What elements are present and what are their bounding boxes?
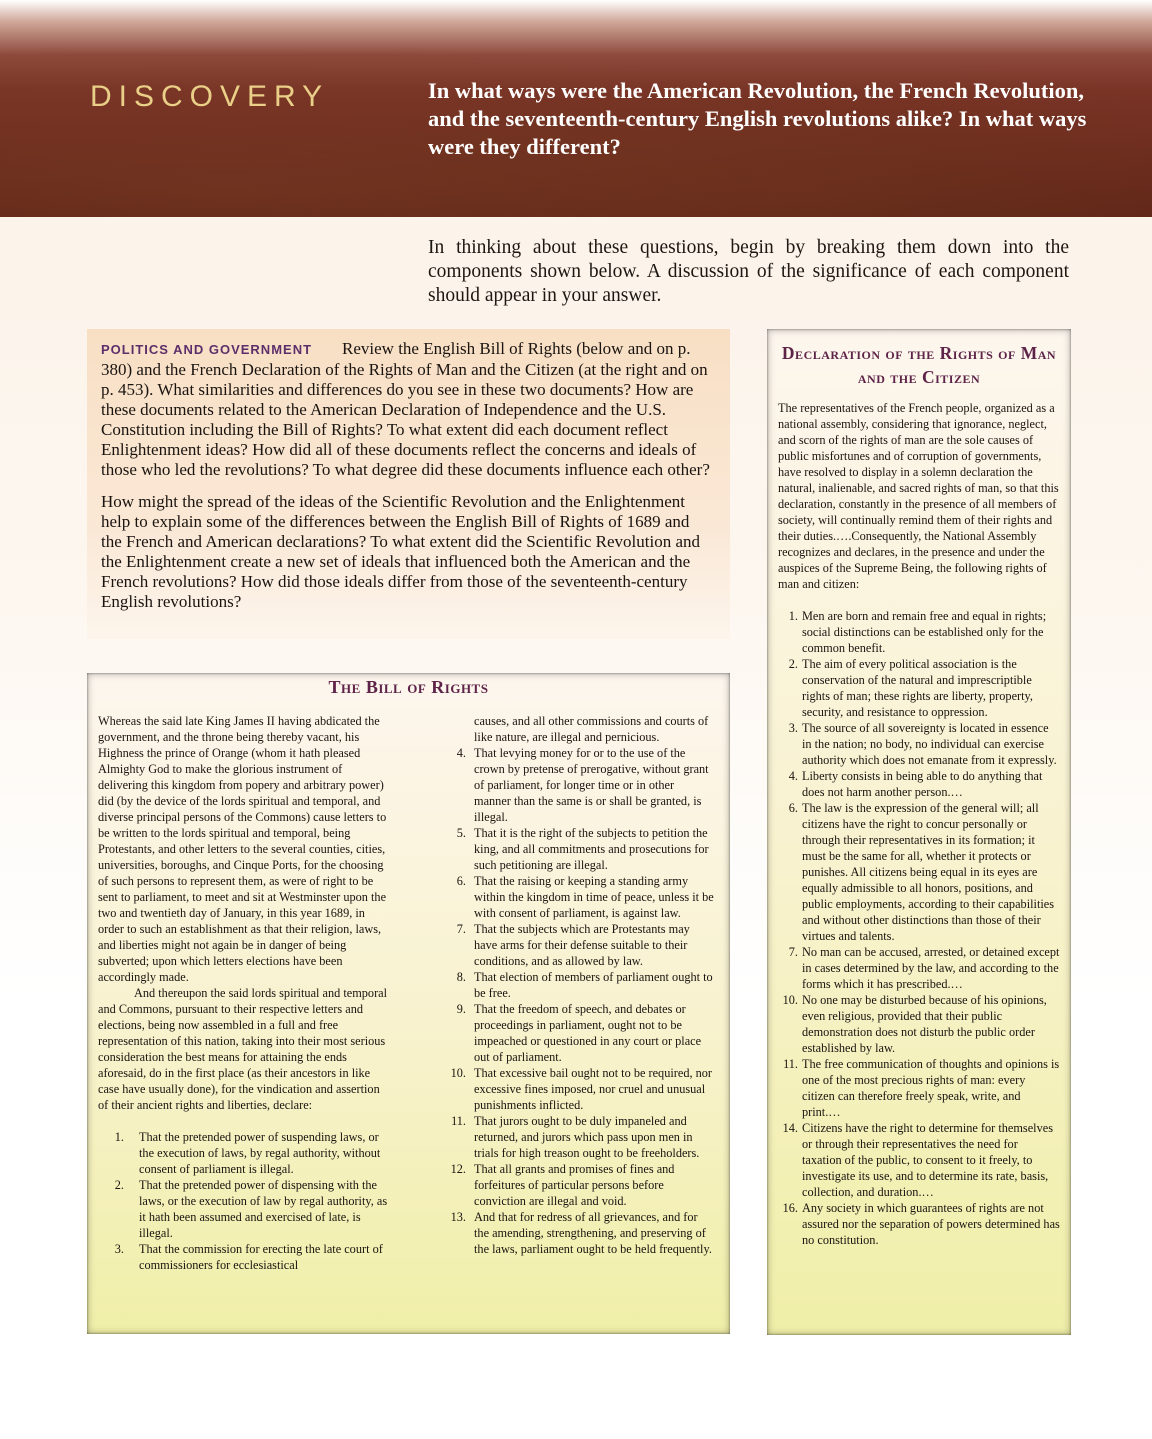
list-item-text: No one may be disturbed because of his opinions, even religious, provided that their public demonstration does not disturb the public order established by law. <box>802 993 1047 1055</box>
list-item <box>432 1065 714 1113</box>
list-item <box>432 969 714 1001</box>
bill-of-rights-title: The Bill of Rights <box>328 677 489 697</box>
list-item-text: Any society in which guarantees of rights are not assured nor the separation of powers determined has no constitution. <box>802 1201 1060 1247</box>
bill-of-rights-box <box>87 673 730 1334</box>
politics-paragraph-2: How might the spread of the ideas of the Scientific Revolution and the Enlightenment help to explain some of the differences between the English Bill of Rights of 1689 and the French and American declarations? To what extent did the Scientific Revolution and the Enlightenment create a new set of ideals that influenced both the American and the French revolutions? How did those ideals differ from those of the seventeenth-century English revolutions? <box>101 492 700 611</box>
bill-of-rights-para-1: Whereas the said late King James II having abdicated the government, and the throne being thereby vacant, his Highness the prince of Orange (whom it hath pleased Almighty God to make the glorious instrument of delivering this kingdom from popery and arbitrary power) did (by the device of the lords spiritual and temporal, and diverse principal persons of the Commons) cause letters to be written to the lords spiritual and temporal, being Protestants, and other letters to the several counties, cities, universities, boroughs, and Cinque Ports, for the choosing of such persons to represent them, as were of right to be sent to parliament, to meet and sit at Westminster upon the two and twentieth day of January, in this year 1689, in order to such an establishment as that their religion, laws, and liberties might not again be in danger of being subverted; upon which letters elections have been accordingly made. <box>98 714 387 984</box>
bill-of-rights-column-1 <box>98 713 393 1273</box>
list-item-number: 6. <box>788 801 798 815</box>
list-item-number: 3. <box>114 1242 124 1256</box>
bill-of-rights-list-1 <box>98 1129 393 1273</box>
list-item-text: The law is the expression of the general will; all citizens have the right to concur personally or through their representatives in its formation; it must be the same for all, whether it protects or punishes. All citizens being equal in its eyes are equally admissible to all honors, positions, and public employments, according to their capabilities and without other distinctions than those of their virtues and talents. <box>802 801 1055 943</box>
list-item <box>98 1241 393 1273</box>
list-item-number: 12. <box>450 1162 466 1176</box>
declaration-preamble: The representatives of the French people, organized as a national assembly, considering that ignorance, neglect, and scorn of the rights of man are the sole causes of public misfortunes and of corruption of governments, have resolved to display in a solemn declaration the natural, inalienable, and sacred rights of man, so that this declaration, constantly in the presence of all members of society, will continually remind them of their rights and their duties.….Consequently, the National Assembly recognizes and declares, in the presence and under the auspices of the Supreme Being, the following rights of man and citizen: <box>778 401 1059 591</box>
list-item-number: 2. <box>114 1178 124 1192</box>
declaration-title: Declaration of the Rights of Man and the Citizen <box>781 343 1057 387</box>
section-brand: DISCOVERY <box>90 80 330 113</box>
list-item-text: That all grants and promises of fines and forfeitures of particular persons before conviction are illegal and void. <box>474 1162 675 1208</box>
list-item-text: That election of members of parliament ought to be free. <box>474 970 713 1000</box>
list-item <box>432 873 714 921</box>
intro-paragraph: In thinking about these questions, begin by breaking them down into the components shown below. A discussion of the significance of each component should appear in your answer. <box>428 237 1069 306</box>
declaration-body <box>778 400 1060 1248</box>
list-item <box>778 720 1060 768</box>
bill-of-rights-column-2 <box>432 713 714 1257</box>
declaration-list <box>778 608 1060 1248</box>
discovery-question: In what ways were the American Revolution, the French Revolution, and the seventeenth-century English revolutions alike? In what ways were they different? <box>428 78 1087 159</box>
list-item-number: 10. <box>782 993 798 1007</box>
list-item-number: 7. <box>788 945 798 959</box>
list-item <box>778 944 1060 992</box>
list-item <box>432 713 714 745</box>
list-item <box>432 1001 714 1065</box>
list-item <box>432 921 714 969</box>
list-item-text: That excessive bail ought not to be required, nor excessive fines imposed, nor cruel and unusual punishments inflicted. <box>474 1066 713 1112</box>
list-item-number: 16. <box>782 1201 798 1215</box>
list-item <box>778 1120 1060 1200</box>
list-item-text: No man can be accused, arrested, or detained except in cases determined by the law, and according to the forms which it has prescribed.… <box>802 945 1060 991</box>
list-item-number: 13. <box>450 1210 466 1224</box>
list-item-number: 10. <box>450 1066 466 1080</box>
list-item-number: 14. <box>782 1121 798 1135</box>
list-item-text: Citizens have the right to determine for themselves or through their representatives the need for taxation of the public, to consent to it freely, to investigate its use, and to determine its rate, basis, collection, and duration.… <box>802 1121 1053 1199</box>
list-item-number: 3. <box>788 721 798 735</box>
list-item-text: Liberty consists in being able to do anything that does not harm another person.… <box>802 769 1043 799</box>
list-item-number: 11. <box>451 1114 466 1128</box>
list-item-number: 1. <box>114 1130 124 1144</box>
list-item-text: And that for redress of all grievances, and for the amending, strengthening, and preserving of the laws, parliament ought to be held frequently. <box>474 1210 712 1256</box>
list-item-number: 1. <box>788 609 798 623</box>
list-item-text: That levying money for or to the use of the crown by pretense of prerogative, without grant of parliament, for longer time or in other manner than the same is or shall be granted, is illegal. <box>474 746 709 824</box>
list-item-text: That jurors ought to be duly impaneled and returned, and jurors which pass upon men in trials for high treason ought to be freeholders. <box>474 1114 700 1160</box>
list-item <box>778 608 1060 656</box>
list-item <box>432 745 714 825</box>
politics-heading: POLITICS AND GOVERNMENT <box>101 342 313 357</box>
list-item-number: 11. <box>783 1057 798 1071</box>
list-item-text: The free communication of thoughts and opinions is one of the most precious rights of man: every citizen can therefore freely speak, write, and print.… <box>802 1057 1060 1119</box>
bill-of-rights-list-2 <box>432 713 714 1257</box>
list-item-number: 4. <box>788 769 798 783</box>
list-item <box>778 1056 1060 1120</box>
list-item-text: Men are born and remain free and equal in rights; social distinctions can be established only for the common benefit. <box>802 609 1047 655</box>
list-item-text: That the pretended power of dispensing with the laws, or the execution of law by regal authority, as it hath been assumed and exercised of late, is illegal. <box>139 1178 388 1240</box>
list-item-number: 8. <box>456 970 466 984</box>
list-item <box>432 1113 714 1161</box>
list-item <box>778 992 1060 1056</box>
list-item-number: 9. <box>456 1002 466 1016</box>
list-item <box>432 1209 714 1257</box>
list-item-number: 5. <box>456 826 466 840</box>
list-item <box>778 1200 1060 1248</box>
list-item-text: That it is the right of the subjects to petition the king, and all commitments and prosecutions for such petitioning are illegal. <box>474 826 709 872</box>
list-item <box>778 768 1060 800</box>
list-item <box>432 825 714 873</box>
list-item <box>778 800 1060 944</box>
list-item-text: That the freedom of speech, and debates or proceedings in parliament, ought not to be impeached or questioned in any court or place out of parliament. <box>474 1002 702 1064</box>
list-item-text: That the raising or keeping a standing army within the kingdom in time of peace, unless it be with consent of parliament, is against law. <box>474 874 714 920</box>
list-item-number: 6. <box>456 874 466 888</box>
list-item-text: The aim of every political association is the conservation of the natural and imprescriptible rights of man; these rights are liberty, property, security, and resistance to oppression. <box>802 657 1033 719</box>
list-item <box>778 656 1060 720</box>
list-item-number: 7. <box>456 922 466 936</box>
list-item-text: The source of all sovereignty is located in essence in the nation; no body, no individual can exercise authority which does not emanate from it expressly. <box>802 721 1057 767</box>
list-item-text: That the pretended power of suspending laws, or the execution of laws, by regal authority, without consent of parliament is illegal. <box>139 1130 381 1176</box>
list-item <box>432 1161 714 1209</box>
politics-paragraph-1 <box>101 339 713 480</box>
list-item <box>98 1129 393 1177</box>
bill-of-rights-para-2: And thereupon the said lords spiritual and temporal and Commons, pursuant to their respective letters and elections, being now assembled in a full and free representation of this nation, taking into their most serious consideration the best means for attaining the ends aforesaid, do in the first place (as their ancestors in like case have usually done), for the vindication and assertion of their ancient rights and liberties, declare: <box>98 986 388 1112</box>
list-item-text: causes, and all other commissions and courts of like nature, are illegal and pernicious. <box>474 714 709 744</box>
list-item-number: 2. <box>788 657 798 671</box>
declaration-box <box>767 329 1071 1335</box>
list-item-text: That the subjects which are Protestants may have arms for their defense suitable to their conditions, and as allowed by law. <box>474 922 690 968</box>
list-item <box>98 1177 393 1241</box>
politics-para1-text: Review the English Bill of Rights (below and on p. 380) and the French Declaration of the Rights of Man and the Citizen (at the right and on p. 453). What similarities and differences do you see in these two documents? How are these documents related to the American Declaration of Independence and the U.S. Constitution including the Bill of Rights? To what extent did each document reflect Enlightenment ideas? How did all of these documents reflect the concerns and ideals of those who led the revolutions? To what degree did these documents influence each other? <box>101 339 710 479</box>
list-item-number: 4. <box>456 746 466 760</box>
header-banner <box>0 0 1152 217</box>
list-item-text: That the commission for erecting the late court of commissioners for ecclesiastical <box>139 1242 383 1272</box>
politics-government-panel <box>87 329 730 639</box>
